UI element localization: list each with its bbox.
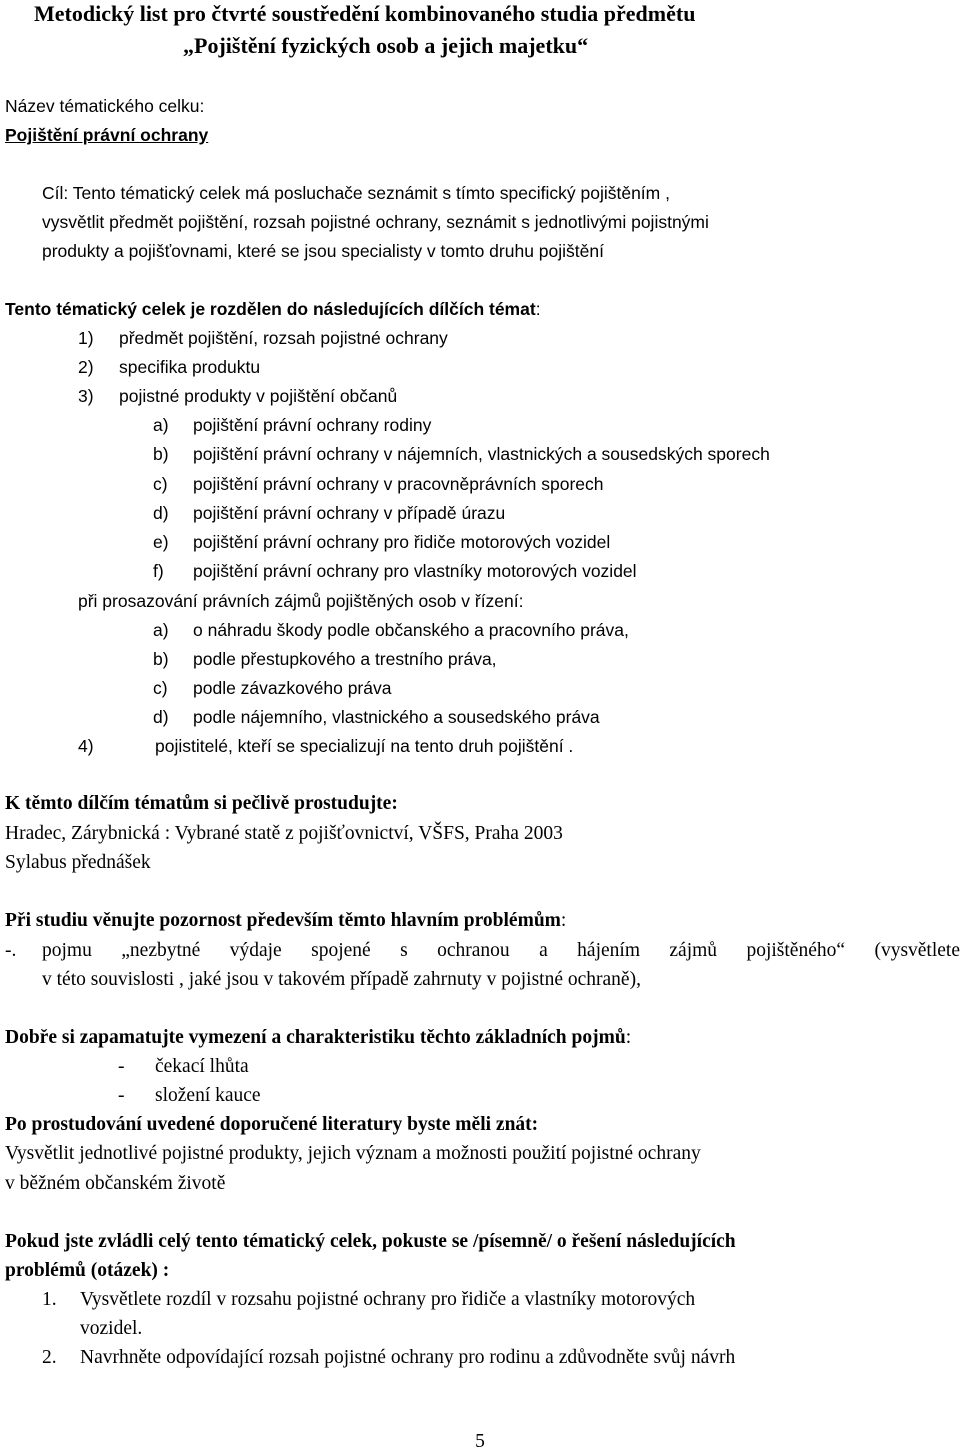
product-text: pojištění právní ochrany v případě úrazu xyxy=(193,503,506,523)
focus-heading-text: Při studiu věnujte pozornost především těmto hlavním problémům xyxy=(5,910,561,931)
page-number: 5 xyxy=(475,1431,485,1452)
know-line-1: Vysvětlit jednotlivé pojistné produkty, jejich význam a možnosti použití pojistné ochrany xyxy=(5,1143,701,1164)
product-letter: d) xyxy=(153,503,169,523)
study-literature: Hradec, Zárybnická : Vybrané statě z pojišťovnictví, VŠFS, Praha 2003 xyxy=(5,823,563,844)
subtopic-number: 1) xyxy=(78,328,94,348)
subtopic-text: předmět pojištění, rozsah pojistné ochrany xyxy=(119,328,448,348)
remember-term: složení kauce xyxy=(155,1085,261,1106)
remember-term: čekací lhůta xyxy=(155,1056,249,1077)
remember-heading-text: Dobře si zapamatujte vymezení a charakteristiku těchto základních pojmů xyxy=(5,1027,626,1048)
remember-heading xyxy=(5,1026,631,1050)
goal-line-3: produkty a pojišťovnami, které se jsou specialisty v tomto druhu pojištění xyxy=(42,241,604,261)
subtopics-heading xyxy=(5,297,541,321)
subtopic-number: 4) xyxy=(78,736,94,756)
subtopics-heading-colon: : xyxy=(535,299,541,319)
product-letter: c) xyxy=(153,474,168,494)
questions-heading-line-1: Pokud jste zvládli celý tento tématický celek, pokuste se /písemně/ o řešení následujících xyxy=(5,1231,736,1252)
goal-line-2: vysvětlit předmět pojištění, rozsah pojistné ochrany, seznámit s jednotlivými pojistnými xyxy=(42,212,709,232)
subtopic-text: pojistitelé, kteří se specializují na tento druh pojištění . xyxy=(155,736,574,756)
product-text: pojištění právní ochrany rodiny xyxy=(193,415,432,435)
focus-heading-colon: : xyxy=(560,910,567,931)
product-letter: e) xyxy=(153,532,169,552)
remember-heading-colon: : xyxy=(625,1027,632,1048)
document-title-line-2: „Pojištění fyzických osob a jejich majetku“ xyxy=(183,33,589,58)
subtopic-number: 3) xyxy=(78,386,94,406)
subtopics-heading-text: Tento tématický celek je rozdělen do následujících dílčích témat xyxy=(5,299,536,319)
goal-line-1: Cíl: Tento tématický celek má posluchače seznámit s tímto specifický pojištěním , xyxy=(42,183,670,203)
questions-heading-line-2: problémů (otázek) : xyxy=(5,1260,170,1281)
topic-name: Pojištění právní ochrany xyxy=(5,125,209,145)
document-title-line-1: Metodický list pro čtvrté soustředění kombinovaného studia předmětu xyxy=(34,1,696,26)
study-heading: K těmto dílčím tématům si pečlivě prostudujte: xyxy=(5,793,398,814)
proceeding-text: podle závazkového práva xyxy=(193,678,392,698)
product-text: pojištění právní ochrany pro řidiče motorových vozidel xyxy=(193,532,611,552)
product-letter: f) xyxy=(153,561,164,581)
topic-label: Název tématického celku: xyxy=(5,96,205,116)
proceeding-letter: c) xyxy=(153,678,168,698)
remember-dash: - xyxy=(118,1056,125,1077)
subtopic-text: specifika produktu xyxy=(119,357,261,377)
question-text: Navrhněte odpovídající rozsah pojistné ochrany pro rodinu a zdůvodněte svůj návrh xyxy=(80,1347,736,1368)
product-text: pojištění právní ochrany v pracovněprávních sporech xyxy=(193,474,604,494)
focus-heading xyxy=(5,909,566,933)
proceeding-text: podle přestupkového a trestního práva, xyxy=(193,649,497,669)
product-letter: a) xyxy=(153,415,169,435)
question-text: Vysvětlete rozdíl v rozsahu pojistné ochrany pro řidiče a vlastníky motorových xyxy=(80,1289,696,1310)
product-text: pojištění právní ochrany pro vlastníky motorových vozidel xyxy=(193,561,637,581)
proceeding-letter: d) xyxy=(153,707,169,727)
know-heading: Po prostudování uvedené doporučené literatury byste měli znát: xyxy=(5,1114,539,1135)
proceeding-text: podle nájemního, vlastnického a sousedského práva xyxy=(193,707,600,727)
proceeding-letter: b) xyxy=(153,649,169,669)
product-letter: b) xyxy=(153,444,169,464)
product-text: pojištění právní ochrany v nájemních, vlastnických a sousedských sporech xyxy=(193,444,770,464)
question-number: 2. xyxy=(42,1347,57,1368)
question-number: 1. xyxy=(42,1289,57,1310)
subtopic-number: 2) xyxy=(78,357,94,377)
know-line-2: v běžném občanském životě xyxy=(5,1173,226,1194)
question-text-continuation: vozidel. xyxy=(80,1318,143,1339)
focus-line-2: v této souvislosti , jaké jsou v takovém případě zahrnuty v pojistné ochraně), xyxy=(42,969,641,990)
proceedings-intro: při prosazování právních zájmů pojištěných osob v řízení: xyxy=(78,591,524,611)
remember-dash: - xyxy=(118,1085,125,1106)
focus-line-1: pojmu „nezbytné výdaje spojené s ochranou a hájením zájmů pojištěného“ (vysvětlete xyxy=(42,940,960,961)
focus-prefix: -. xyxy=(5,940,17,961)
proceeding-text: o náhradu škody podle občanského a pracovního práva, xyxy=(193,620,629,640)
subtopic-text: pojistné produkty v pojištění občanů xyxy=(119,386,398,406)
study-syllabus: Sylabus přednášek xyxy=(5,852,151,873)
proceeding-letter: a) xyxy=(153,620,169,640)
